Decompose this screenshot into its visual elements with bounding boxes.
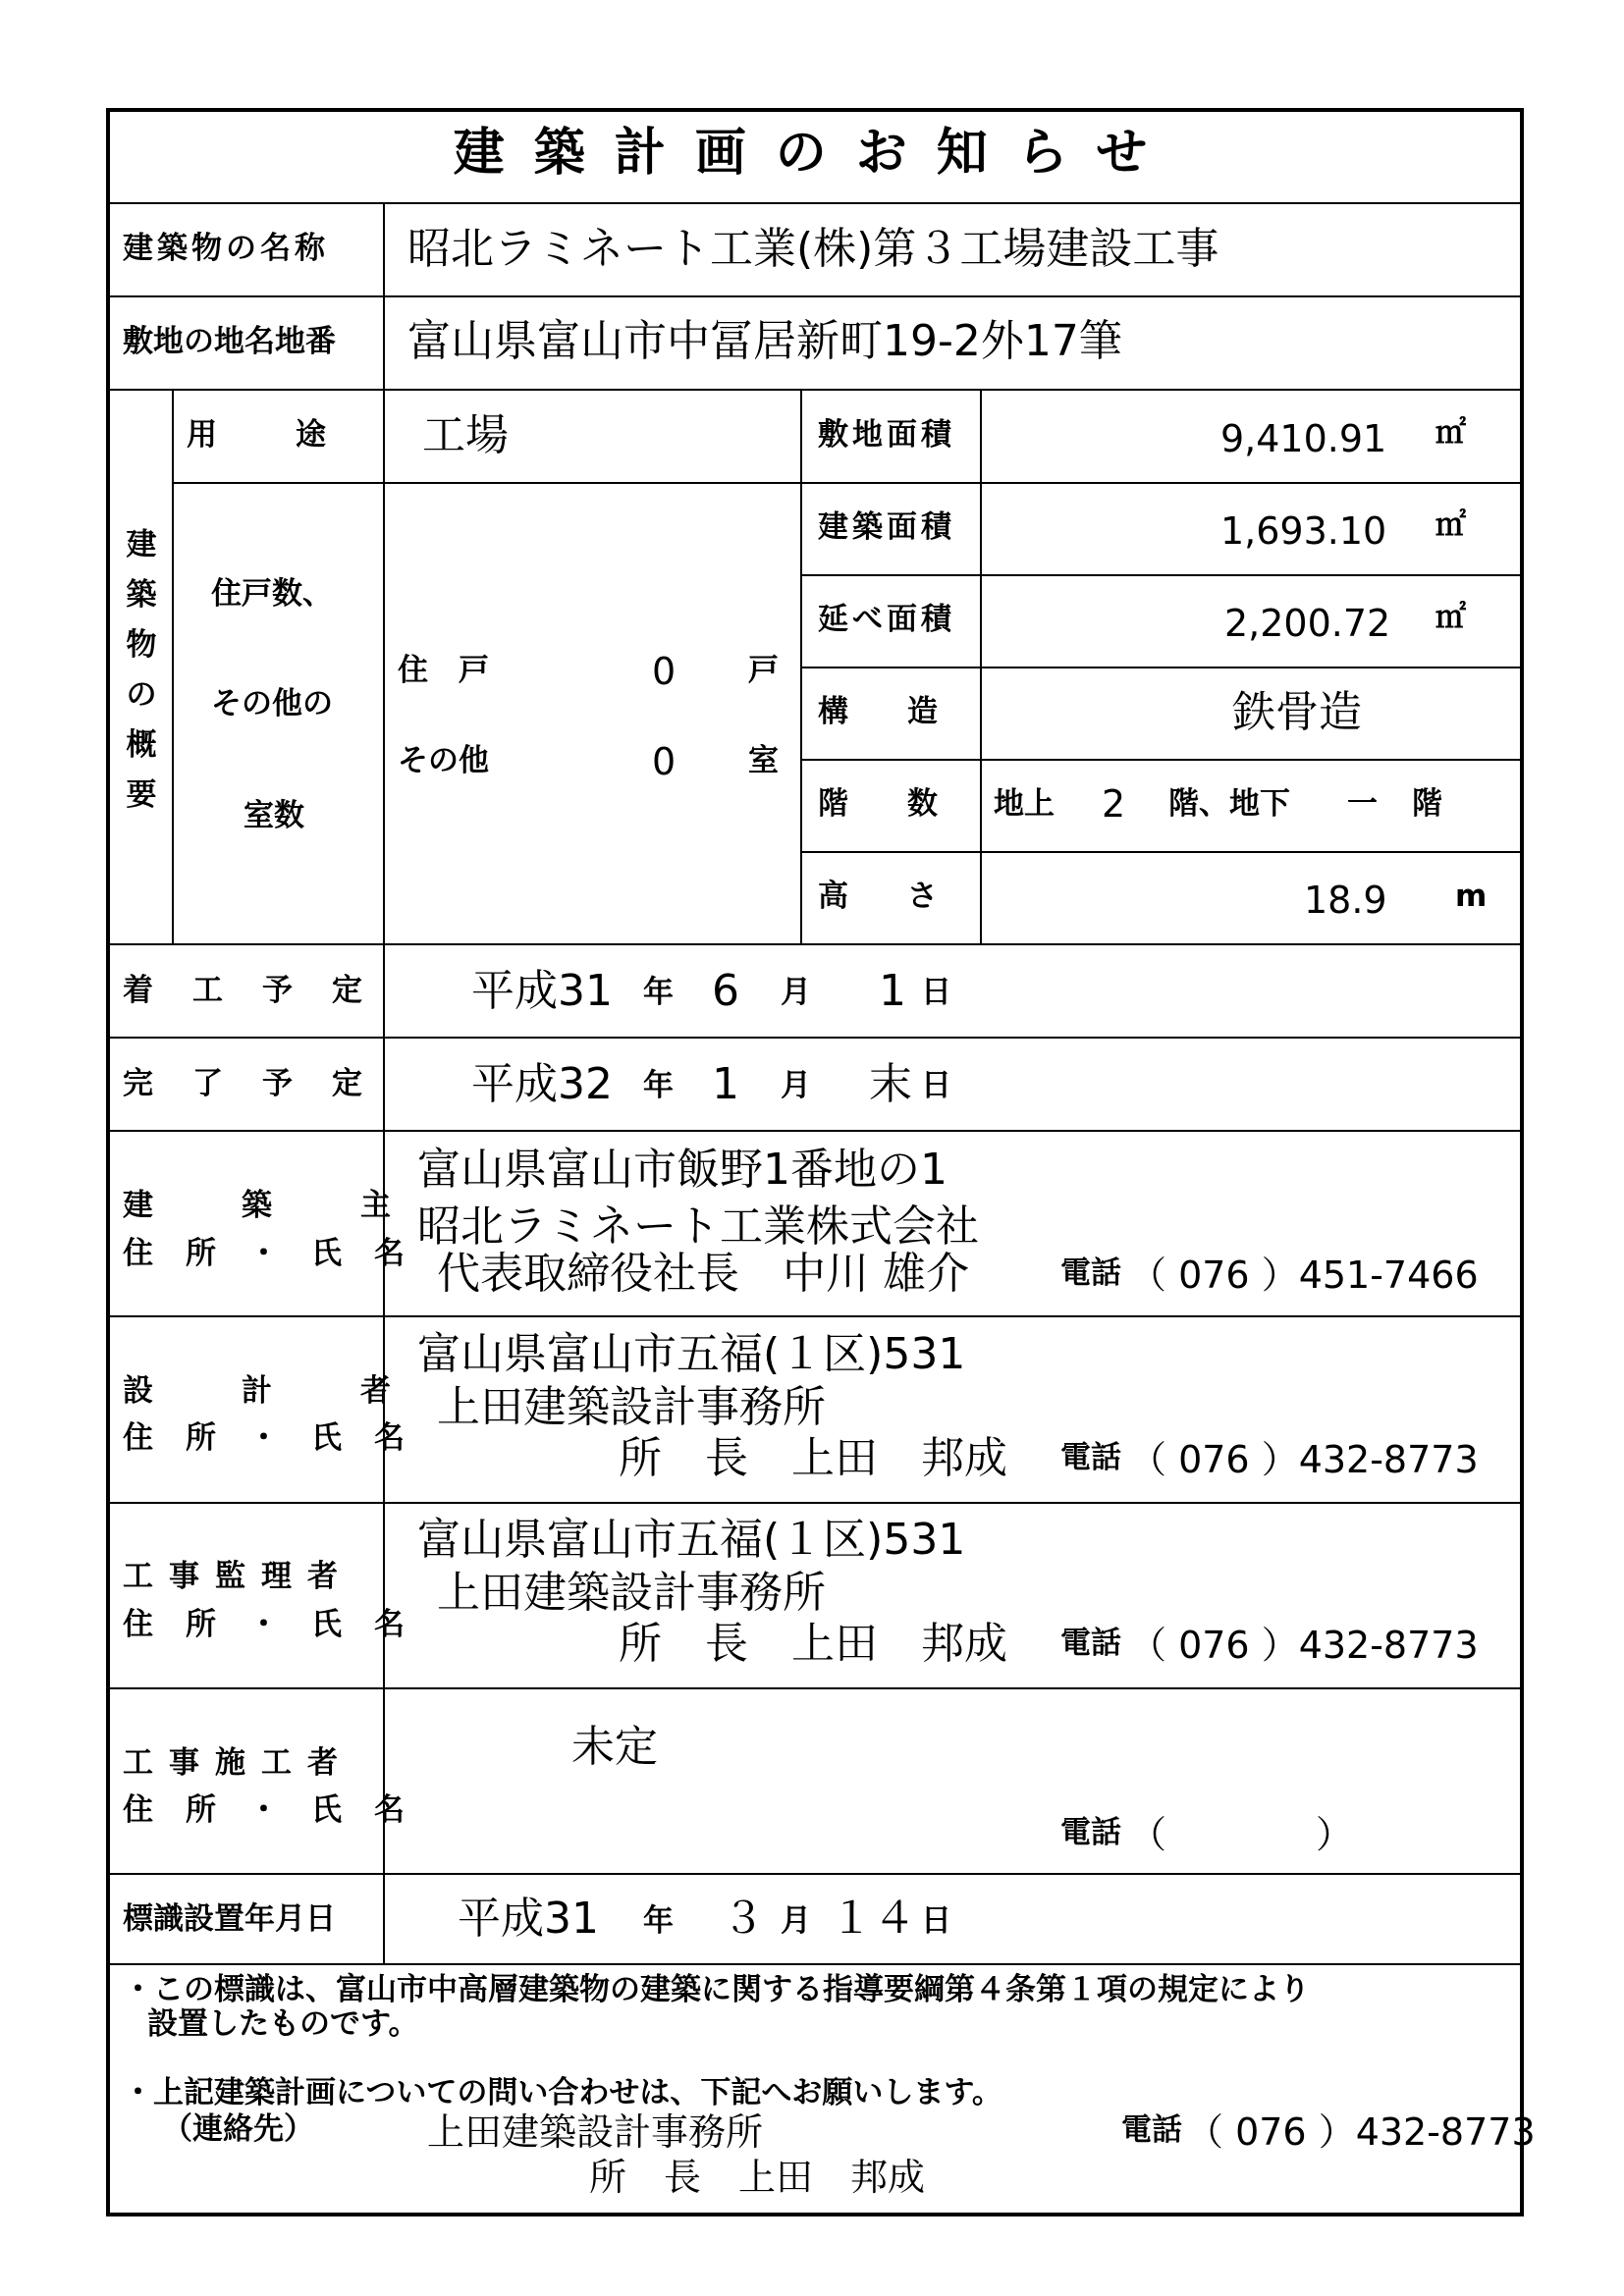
divider <box>800 574 1522 576</box>
contractor-tel-label: 電話 <box>1060 1815 1121 1850</box>
contact-tel-label: 電話 <box>1121 2112 1182 2148</box>
contact-company: 上田建築設計事務所 <box>427 2110 764 2154</box>
contact-label: （連絡先） <box>162 2111 314 2147</box>
finish-day-label: 日 <box>921 1068 951 1103</box>
supervisor-address-name-label: 住所・氏名 <box>123 1607 437 1642</box>
finish-month: 1 <box>712 1059 739 1109</box>
units-label-line3: 室数 <box>244 798 304 833</box>
site-area-label: 敷地面積 <box>818 417 955 453</box>
divider <box>108 389 1522 391</box>
units-label-line2: その他の <box>211 686 333 721</box>
finish-day: 末 <box>869 1059 912 1109</box>
structure-label: 構造 <box>818 694 997 729</box>
divider <box>800 759 1522 761</box>
sign-date-day-label: 日 <box>921 1903 951 1939</box>
sign-date-month: ３ <box>722 1894 765 1944</box>
building-name-label: 建築物の名称 <box>123 231 329 266</box>
contractor-address-name-label: 住所・氏名 <box>123 1792 437 1828</box>
owner-company: 昭北ラミネート工業株式会社 <box>417 1201 979 1252</box>
building-area-value: 1,693.10 <box>1220 509 1387 553</box>
divider <box>108 1130 1522 1132</box>
floors-label: 階数 <box>818 786 997 822</box>
divider <box>108 943 1522 945</box>
designer-representative: 所 長 上田 邦成 <box>619 1433 1007 1483</box>
units-label-line1: 住戸数、 <box>211 576 333 612</box>
building-name-value: 昭北ラミネート工業(株)第３工場建設工事 <box>407 224 1219 274</box>
owner-representative: 代表取締役社長 中川 雄介 <box>437 1249 969 1299</box>
supervisor-label: 工事監理者 <box>123 1559 353 1594</box>
divider <box>800 667 1522 668</box>
designer-tel: （ 076 ）432-8773 <box>1129 1438 1479 1481</box>
divider <box>108 295 1522 297</box>
building-area-unit: ㎡ <box>1435 507 1466 543</box>
note-1-line2: 設置したものです。 <box>147 2006 419 2042</box>
designer-label: 設計者 <box>123 1373 479 1409</box>
owner-tel-label: 電話 <box>1060 1255 1121 1291</box>
page-title: 建築計画のお知らせ <box>453 124 1177 183</box>
start-month-label: 月 <box>781 975 811 1010</box>
start-day: 1 <box>879 966 906 1016</box>
divider <box>108 1687 1522 1689</box>
site-address-value: 富山県富山市中冨居新町19-2外17筆 <box>407 316 1122 366</box>
floors-end-label: 階 <box>1412 786 1442 822</box>
supervisor-tel: （ 076 ）432-8773 <box>1129 1624 1479 1667</box>
finish-month-label: 月 <box>781 1068 811 1103</box>
other-rooms-label: その他 <box>398 743 489 778</box>
contractor-value: 未定 <box>571 1722 658 1772</box>
supervisor-address: 富山県富山市五福(１区)531 <box>417 1515 966 1565</box>
divider <box>172 389 174 943</box>
overview-group-label: 建築物の概要 <box>126 527 157 813</box>
designer-company: 上田建築設計事務所 <box>437 1382 826 1432</box>
use-label: 用途 <box>187 417 405 453</box>
owner-address-name-label: 住所・氏名 <box>123 1236 437 1271</box>
divider <box>800 389 802 943</box>
total-floor-area-label: 延べ面積 <box>818 602 955 637</box>
sign-date-era: 平成31 <box>458 1894 599 1944</box>
total-floor-area-unit: ㎡ <box>1435 600 1466 635</box>
divider <box>800 851 1522 853</box>
divider <box>172 482 800 484</box>
owner-label: 建築主 <box>123 1188 479 1223</box>
finish-era: 平成32 <box>471 1059 613 1109</box>
height-label: 高さ <box>818 879 997 914</box>
note-2: ・上記建築計画についての問い合わせは、下記へお願いします。 <box>123 2075 1002 2110</box>
designer-address: 富山県富山市五福(１区)531 <box>417 1329 966 1379</box>
divider <box>108 202 1522 204</box>
supervisor-company: 上田建築設計事務所 <box>437 1568 826 1618</box>
dwelling-unit: 戸 <box>748 653 779 688</box>
floors-below-value: 一 <box>1347 786 1378 822</box>
divider <box>108 1873 1522 1875</box>
floors-above-label: 地上 <box>994 786 1055 822</box>
use-value: 工場 <box>422 410 509 460</box>
floors-above-value: 2 <box>1102 782 1126 826</box>
contractor-tel: （ ） <box>1129 1813 1354 1856</box>
height-value: 18.9 <box>1304 879 1387 922</box>
structure-value: 鉄骨造 <box>1232 687 1362 737</box>
other-rooms-count: 0 <box>652 740 677 783</box>
dwelling-count: 0 <box>652 650 677 693</box>
divider <box>108 1037 1522 1039</box>
sign-date-label: 標識設置年月日 <box>123 1901 336 1937</box>
site-address-label: 敷地の地名地番 <box>123 324 336 359</box>
finish-year-label: 年 <box>643 1068 674 1103</box>
designer-address-name-label: 住所・氏名 <box>123 1420 437 1456</box>
start-day-label: 日 <box>921 975 951 1010</box>
sign-date-year-label: 年 <box>643 1903 674 1939</box>
divider <box>108 1963 1522 1965</box>
contact-tel: （ 076 ）432-8773 <box>1186 2110 1536 2154</box>
divider <box>980 389 982 943</box>
supervisor-tel-label: 電話 <box>1060 1626 1121 1661</box>
divider <box>800 482 1522 484</box>
note-1-line1: ・この標識は、富山市中高層建築物の建築に関する指導要綱第４条第１項の規定により <box>123 1972 1310 2007</box>
building-area-label: 建築面積 <box>818 509 955 545</box>
contractor-label: 工事施工者 <box>123 1745 353 1781</box>
owner-address: 富山県富山市飯野1番地の1 <box>417 1145 947 1195</box>
sign-date-month-label: 月 <box>781 1903 811 1939</box>
start-label: 着工予定 <box>123 973 402 1008</box>
designer-tel-label: 電話 <box>1060 1440 1121 1475</box>
owner-tel: （ 076 ）451-7466 <box>1129 1254 1479 1297</box>
dwelling-label: 住 戸 <box>398 653 489 688</box>
supervisor-representative: 所 長 上田 邦成 <box>619 1619 1007 1669</box>
contact-representative: 所 長 上田 邦成 <box>589 2156 926 2199</box>
total-floor-area-value: 2,200.72 <box>1224 602 1391 645</box>
other-rooms-unit: 室 <box>748 743 779 778</box>
divider <box>108 1315 1522 1317</box>
height-unit: m <box>1455 879 1488 914</box>
divider <box>108 1502 1522 1504</box>
sign-date-day: １４ <box>830 1894 916 1944</box>
start-year-label: 年 <box>643 975 674 1010</box>
site-area-value: 9,410.91 <box>1220 417 1387 460</box>
site-area-unit: ㎡ <box>1435 415 1466 451</box>
start-month: 6 <box>712 966 739 1016</box>
floors-mid-label: 階、地下 <box>1168 786 1290 822</box>
finish-label: 完了予定 <box>123 1066 402 1101</box>
start-era: 平成31 <box>471 966 613 1016</box>
